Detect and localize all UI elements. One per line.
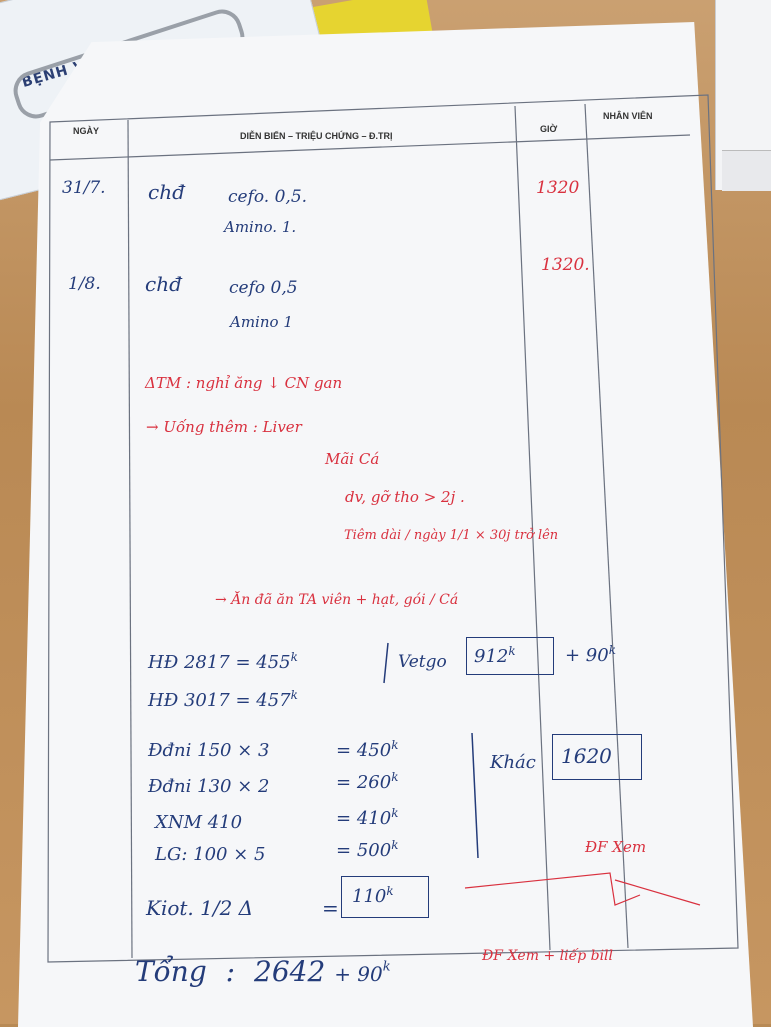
note-line: dv, gỡ tho > 2j . <box>345 488 465 506</box>
khac-item-value: 260 <box>356 772 392 793</box>
unit-k: k <box>290 650 298 664</box>
invoice-text: HĐ 2817 = 455 <box>148 652 291 673</box>
header-time: GIỜ <box>540 124 558 134</box>
header-progress: DIỄN BIẾN – TRIỆU CHỨNG – Đ.TRỊ <box>240 131 393 141</box>
entry-status: chđ <box>145 272 182 296</box>
khac-item-label: XNM 410 <box>155 812 243 833</box>
note-line: Mãi Cá <box>325 450 380 468</box>
unit-k: k <box>391 838 399 852</box>
total-value: 2642 <box>254 955 326 988</box>
entry-drug: Amino. 1. <box>224 218 297 236</box>
vetgo-label: Vetgo <box>398 652 447 672</box>
khac-total: 1620 <box>561 744 612 768</box>
unit-k: k <box>391 806 399 820</box>
vetgo-extra-value: + 90 <box>565 645 609 666</box>
entry-time: 1320 <box>536 178 580 198</box>
unit-k: k <box>391 738 399 752</box>
unit-k: k <box>391 770 399 784</box>
red-sign-note: ĐF Xem <box>585 838 647 856</box>
total-label: Tổng <box>135 955 207 988</box>
equals: = <box>336 840 352 861</box>
kiot-equals: = <box>322 896 339 920</box>
kiot-amount: 110 <box>352 886 387 907</box>
entry-drug: Amino 1 <box>230 313 293 331</box>
khac-item-amount <box>336 738 398 761</box>
kiot-label: Kiot. 1/2 Δ <box>146 896 254 920</box>
entry-time: 1320. <box>541 255 590 275</box>
entry-status: chđ <box>148 180 185 204</box>
col-divider-time <box>585 104 628 948</box>
header-date: NGÀY <box>73 126 100 136</box>
khac-item-amount <box>336 838 398 861</box>
khac-item <box>148 776 269 797</box>
khac-item <box>155 812 242 833</box>
khac-bracket-line <box>472 733 478 858</box>
equals: = <box>336 772 352 793</box>
khac-item-amount <box>336 770 398 793</box>
red-sign-note: ĐF Xem + liếp bill <box>482 948 613 964</box>
total-colon: : <box>225 955 236 988</box>
unit-k: k <box>508 644 516 658</box>
total-extra: + 90 <box>334 962 383 986</box>
unit-k: k <box>608 643 616 657</box>
entry-drug: cefo 0,5 <box>229 278 298 298</box>
entry-drug: cefo. 0,5. <box>228 187 308 207</box>
unit-k: k <box>382 959 391 975</box>
khac-item-label: Đđni 150 × 3 <box>148 740 270 761</box>
unit-k: k <box>386 884 394 898</box>
kiot-value <box>352 884 394 907</box>
red-arrow-mark <box>465 873 700 905</box>
vetgo-bracket-line <box>384 643 388 683</box>
invoice-text: HĐ 3017 = 457 <box>148 690 291 711</box>
note-line: → Ăn đã ăn TA viên + hạt, gói / Cá <box>215 592 459 608</box>
khac-label: Khác <box>490 752 536 773</box>
equals: = <box>336 808 352 829</box>
col-divider-date <box>128 120 132 958</box>
khac-item <box>148 740 269 761</box>
unit-k: k <box>290 688 298 702</box>
entry-date: 31/7. <box>62 178 106 198</box>
khac-item-value: 410 <box>356 808 392 829</box>
invoice-line <box>148 650 298 673</box>
grand-total <box>135 955 391 988</box>
khac-item-value: 500 <box>356 840 392 861</box>
note-line: Tiêm dài / ngày 1/1 × 30j trở lên <box>344 528 559 543</box>
header-staff: NHÂN VIÊN <box>603 111 653 121</box>
khac-item-amount <box>336 806 398 829</box>
khac-item-label: LG: 100 × 5 <box>155 844 266 865</box>
equals: = <box>336 740 352 761</box>
khac-item <box>155 844 265 865</box>
khac-item-value: 450 <box>356 740 392 761</box>
vetgo-total <box>474 644 516 667</box>
entry-date: 1/8. <box>68 274 101 294</box>
note-line: → Uống thêm : Liver <box>146 418 302 436</box>
vetgo-extra <box>565 643 616 666</box>
invoice-line <box>148 688 298 711</box>
vetgo-total-value: 912 <box>474 646 509 667</box>
khac-item-label: Đđni 130 × 2 <box>148 776 270 797</box>
note-line: ΔTM : nghỉ ăng ↓ CN gan <box>145 374 343 392</box>
